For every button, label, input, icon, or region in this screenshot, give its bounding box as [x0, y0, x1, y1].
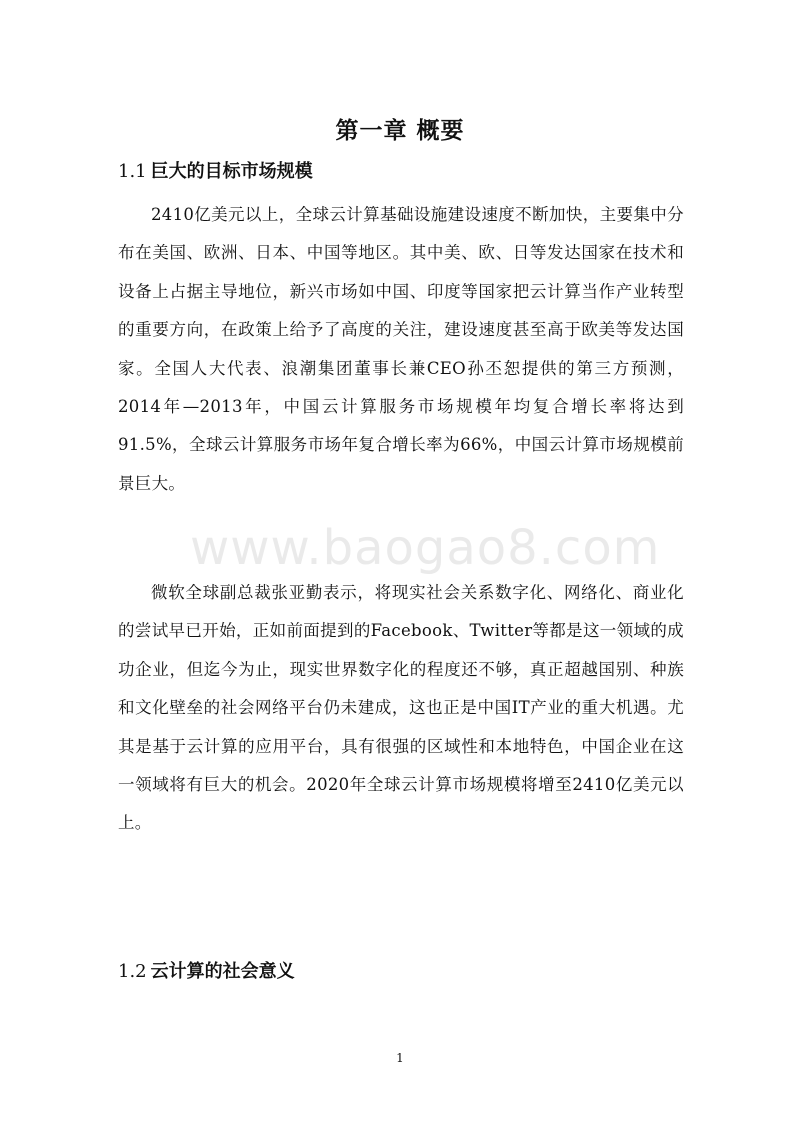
section-title: 云计算的社会意义 — [150, 961, 295, 982]
body-paragraph: 2410亿美元以上，全球云计算基础设施建设速度不断加快，主要集中分布在美国、欧洲、日本、中国等地区。其中美、欧、日等发达国家在技术和设备上占据主导地位，新兴市场如中国、印度等国家把云计算当作产业转型的重要方向，在政策上给予了高度的关注，建设速度甚至高于欧美等发达国家。全国人大代表、浪潮集团董事长兼CEO孙丕恕提供的第三方预测，2014年—2013年，中国云计算服务市场规模年均复合增长率将达到91.5%，全球云计算服务市场年复合增长率为66%，中国云计算市场规模前景巨大。 — [118, 205, 684, 493]
section-number: 1.2 — [118, 961, 147, 982]
section-number: 1.1 — [118, 161, 147, 182]
section-title: 巨大的目标市场规模 — [150, 161, 313, 182]
chapter-title: 第一章 概要 — [335, 118, 465, 144]
watermark: www.baogao8.com — [190, 520, 661, 576]
page-number: 1 — [396, 1051, 404, 1065]
section-heading-1-1 — [118, 157, 698, 187]
section-heading-1-2 — [118, 957, 698, 987]
body-paragraph: 微软全球副总裁张亚勤表示，将现实社会关系数字化、网络化、商业化的尝试早已开始，正如前面提到的Facebook、Twitter等都是这一领域的成功企业，但迄今为止，现实世界数字化的程度还不够，真正超越国别、种族和文化壁垒的社会网络平台仍未建成，这也正是中国IT产业的重大机遇。尤其是基于云计算的应用平台，具有很强的区域性和本地特色，中国企业在这一领域将有巨大的机会。2020年全球云计算市场规模将增至2410亿美元以上。 — [118, 583, 684, 833]
